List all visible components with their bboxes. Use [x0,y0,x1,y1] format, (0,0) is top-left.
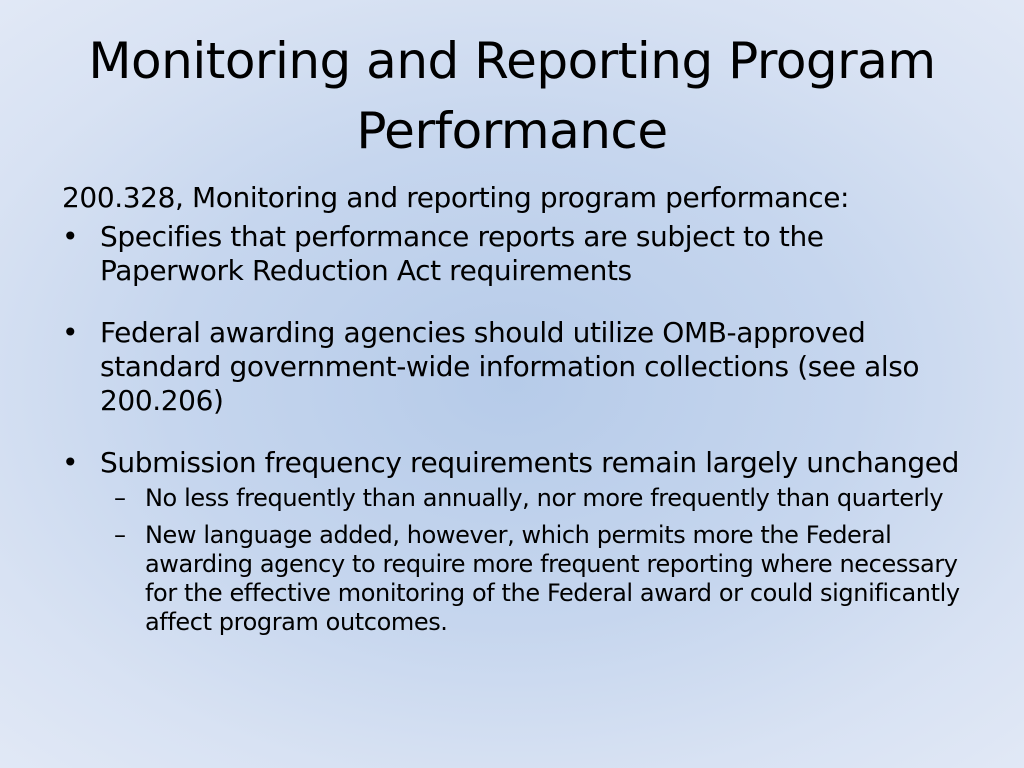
intro-text: 200.328, Monitoring and reporting program performance: [62,181,850,214]
bullet-marker: • [62,316,79,349]
bullet-item [62,316,972,418]
bullet-item [62,220,972,288]
sub-bullet-text: No less frequently than annually, nor more frequently than quarterly [145,484,944,512]
bullet-list [62,220,972,637]
sub-bullet-item [100,521,972,637]
slide-title: Monitoring and Reporting Program Performance [88,32,936,160]
sub-bullet-marker: – [114,521,126,549]
bullet-text: Federal awarding agencies should utilize OMB-approved standard government-wide information collections (see also 200.206) [100,316,920,417]
sub-bullet-list [100,484,972,637]
bullet-marker: • [62,220,79,253]
sub-bullet-item [100,484,972,513]
bullet-item [62,446,972,637]
slide-body [62,180,972,637]
bullet-text: Submission frequency requirements remain largely unchanged [100,446,959,479]
bullet-text: Specifies that performance reports are subject to the Paperwork Reduction Act requirements [100,220,824,287]
bullet-marker: • [62,446,79,479]
sub-bullet-text: New language added, however, which permits more the Federal awarding agency to require more frequent reporting where necessary for the effective monitoring of the Federal award or could significantly affect program outcomes. [145,521,960,636]
sub-bullet-marker: – [114,484,126,512]
